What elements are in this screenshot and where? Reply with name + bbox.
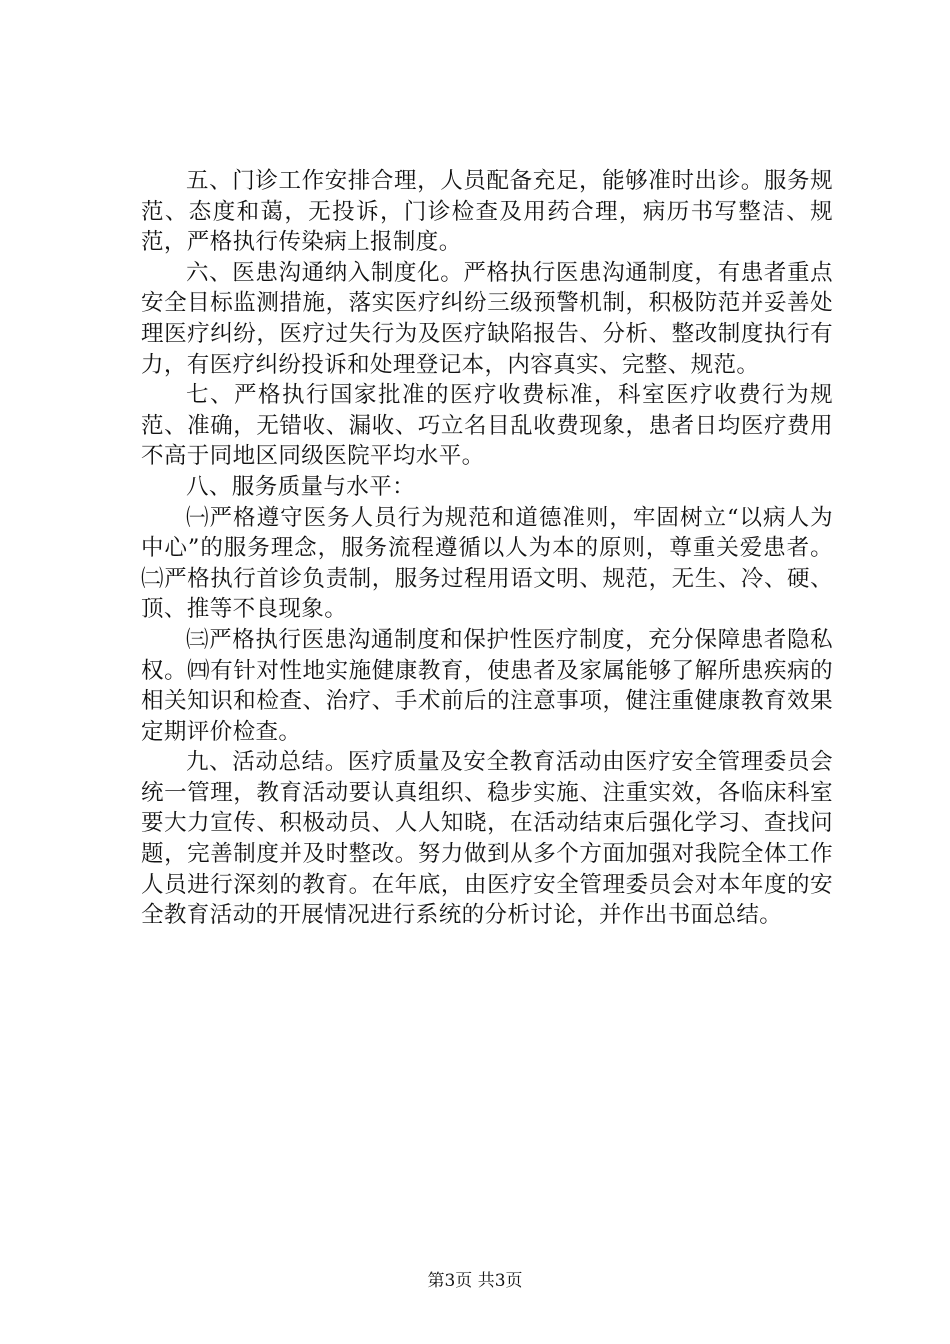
paragraph-section-9: 九、活动总结。医疗质量及安全教育活动由医疗安全管理委员会统一管理，教育活动要认真组织、稳步实施、注重实效，各临床科室要大力宣传、积极动员、人人知晓，在活动结束后强化学习、查找问题，完善制度并及时整改。努力做到从多个方面加强对我院全体工作人员进行深刻的教育。在年底，由医疗安全管理委员会对本年度的安全教育活动的开展情况进行系统的分析讨论，并作出书面总结。 xyxy=(141,749,833,929)
page-number-footer: 第3页 共3页 xyxy=(427,1271,523,1291)
paragraph-section-8-items-1-2: ㈠严格遵守医务人员行为规范和道德准则，牢固树立“以病人为中心”的服务理念，服务流程遵循以人为本的原则，尊重关爱患者。㈡严格执行首诊负责制，服务过程用语文明、规范，无生、冷、硬、顶、推等不良现象。 xyxy=(141,504,833,623)
paragraph-section-8-heading: 八、服务质量与水平： xyxy=(186,473,416,500)
paragraph-section-8-items-3-4: ㈢严格执行医患沟通制度和保护性医疗制度，充分保障患者隐私权。㈣有针对性地实施健康教育，使患者及家属能够了解所患疾病的相关知识和检查、治疗、手术前后的注意事项，健注重健康教育效果定期评价检查。 xyxy=(141,626,833,745)
paragraph-section-7: 七、严格执行国家批准的医疗收费标准，科室医疗收费行为规范、准确，无错收、漏收、巧立名目乱收费现象，患者日均医疗费用不高于同地区同级医院平均水平。 xyxy=(141,382,833,470)
paragraph-section-6: 六、医患沟通纳入制度化。严格执行医患沟通制度，有患者重点安全目标监测措施，落实医疗纠纷三级预警机制，积极防范并妥善处理医疗纠纷，医疗过失行为及医疗缺陷报告、分析、整改制度执行有力，有医疗纠纷投诉和处理登记本，内容真实、完整、规范。 xyxy=(141,259,833,378)
paragraph-section-5: 五、门诊工作安排合理，人员配备充足，能够准时出诊。服务规范、态度和蔼，无投诉，门诊检查及用药合理，病历书写整洁、规范，严格执行传染病上报制度。 xyxy=(141,168,833,256)
document-body xyxy=(141,166,833,931)
